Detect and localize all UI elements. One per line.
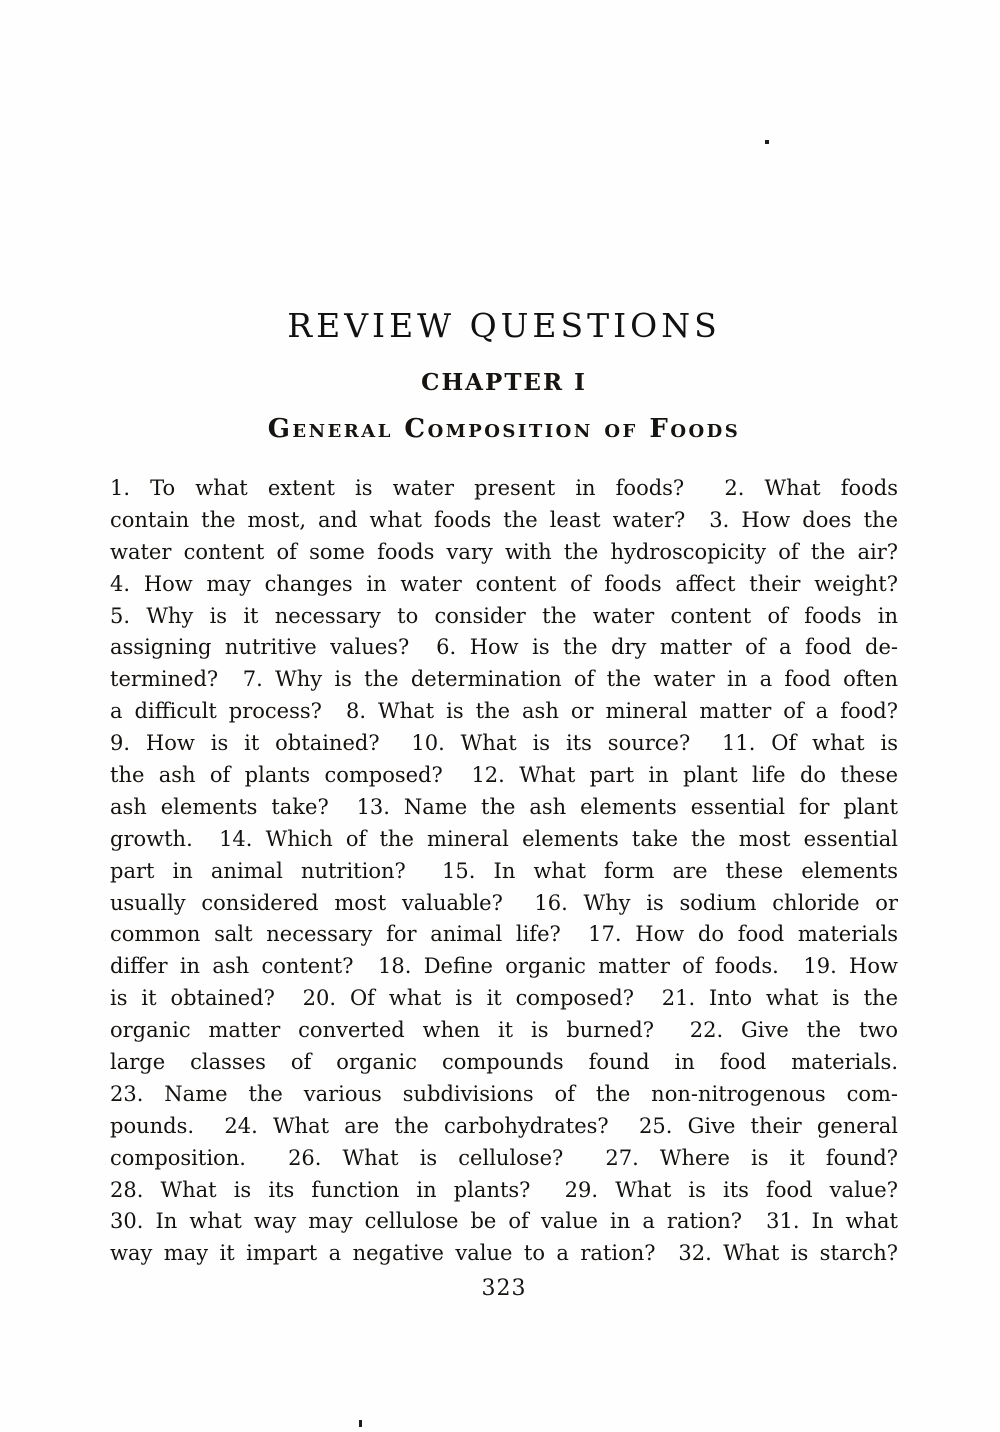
text-line: is it obtained? 20. Of what is it composed? 21. Into what is the bbox=[110, 986, 898, 1011]
page-number: 323 bbox=[481, 1276, 527, 1301]
text-line: composition. 26. What is cellulose? 27. Where is it found? bbox=[110, 1145, 898, 1170]
text-line: contain the most, and what foods the least water? 3. How does the bbox=[110, 507, 898, 532]
review-questions-paragraph bbox=[110, 473, 898, 1270]
scan-speck-top bbox=[765, 140, 769, 144]
text-line: 28. What is its function in plants? 29. What is its food value? bbox=[110, 1177, 898, 1202]
text-line: part in animal nutrition? 15. In what form are these elements bbox=[110, 858, 898, 883]
text-line: 1. To what extent is water present in foods? 2. What foods bbox=[110, 476, 898, 500]
page-title: REVIEW QUESTIONS bbox=[287, 306, 721, 345]
text-line: ash elements take? 13. Name the ash elements essential for plant bbox=[110, 794, 898, 819]
text-line: water content of some foods vary with the hydroscopicity of the air? bbox=[110, 539, 898, 564]
text-line: 4. How may changes in water content of foods affect their weight? bbox=[110, 571, 898, 596]
text-line: termined? 7. Why is the determination of the water in a food often bbox=[110, 667, 898, 692]
text-line: organic matter converted when it is burned? 22. Give the two bbox=[110, 1018, 898, 1043]
text-line: 23. Name the various subdivisions of the non-nitrogenous com- bbox=[110, 1081, 898, 1106]
text-line: 5. Why is it necessary to consider the water content of foods in bbox=[110, 603, 898, 628]
text-line: growth. 14. Which of the mineral elements take the most essential bbox=[110, 826, 898, 851]
text-line: assigning nutritive values? 6. How is the dry matter of a food de- bbox=[110, 635, 898, 660]
text-line: usually considered most valuable? 16. Why is sodium chloride or bbox=[110, 890, 898, 915]
section-heading: General Composition of Foods bbox=[267, 414, 741, 444]
text-line: the ash of plants composed? 12. What part in plant life do these bbox=[110, 763, 898, 788]
text-line: differ in ash content? 18. Define organic matter of foods. 19. How bbox=[110, 954, 898, 979]
chapter-heading: CHAPTER I bbox=[421, 369, 587, 396]
scan-speck-bottom bbox=[359, 1420, 362, 1427]
text-line: common salt necessary for animal life? 17. How do food materials bbox=[110, 922, 898, 947]
text-line: a difficult process? 8. What is the ash or mineral matter of a food? bbox=[110, 699, 898, 724]
text-line: pounds. 24. What are the carbohydrates? 25. Give their general bbox=[110, 1113, 898, 1138]
text-line: 9. How is it obtained? 10. What is its source? 11. Of what is bbox=[110, 731, 898, 756]
text-line: large classes of organic compounds found in food materials. bbox=[110, 1050, 898, 1075]
text-line: way may it impart a negative value to a ration? 32. What is starch? bbox=[110, 1241, 898, 1266]
text-line: 30. In what way may cellulose be of value in a ration? 31. In what bbox=[110, 1209, 898, 1234]
